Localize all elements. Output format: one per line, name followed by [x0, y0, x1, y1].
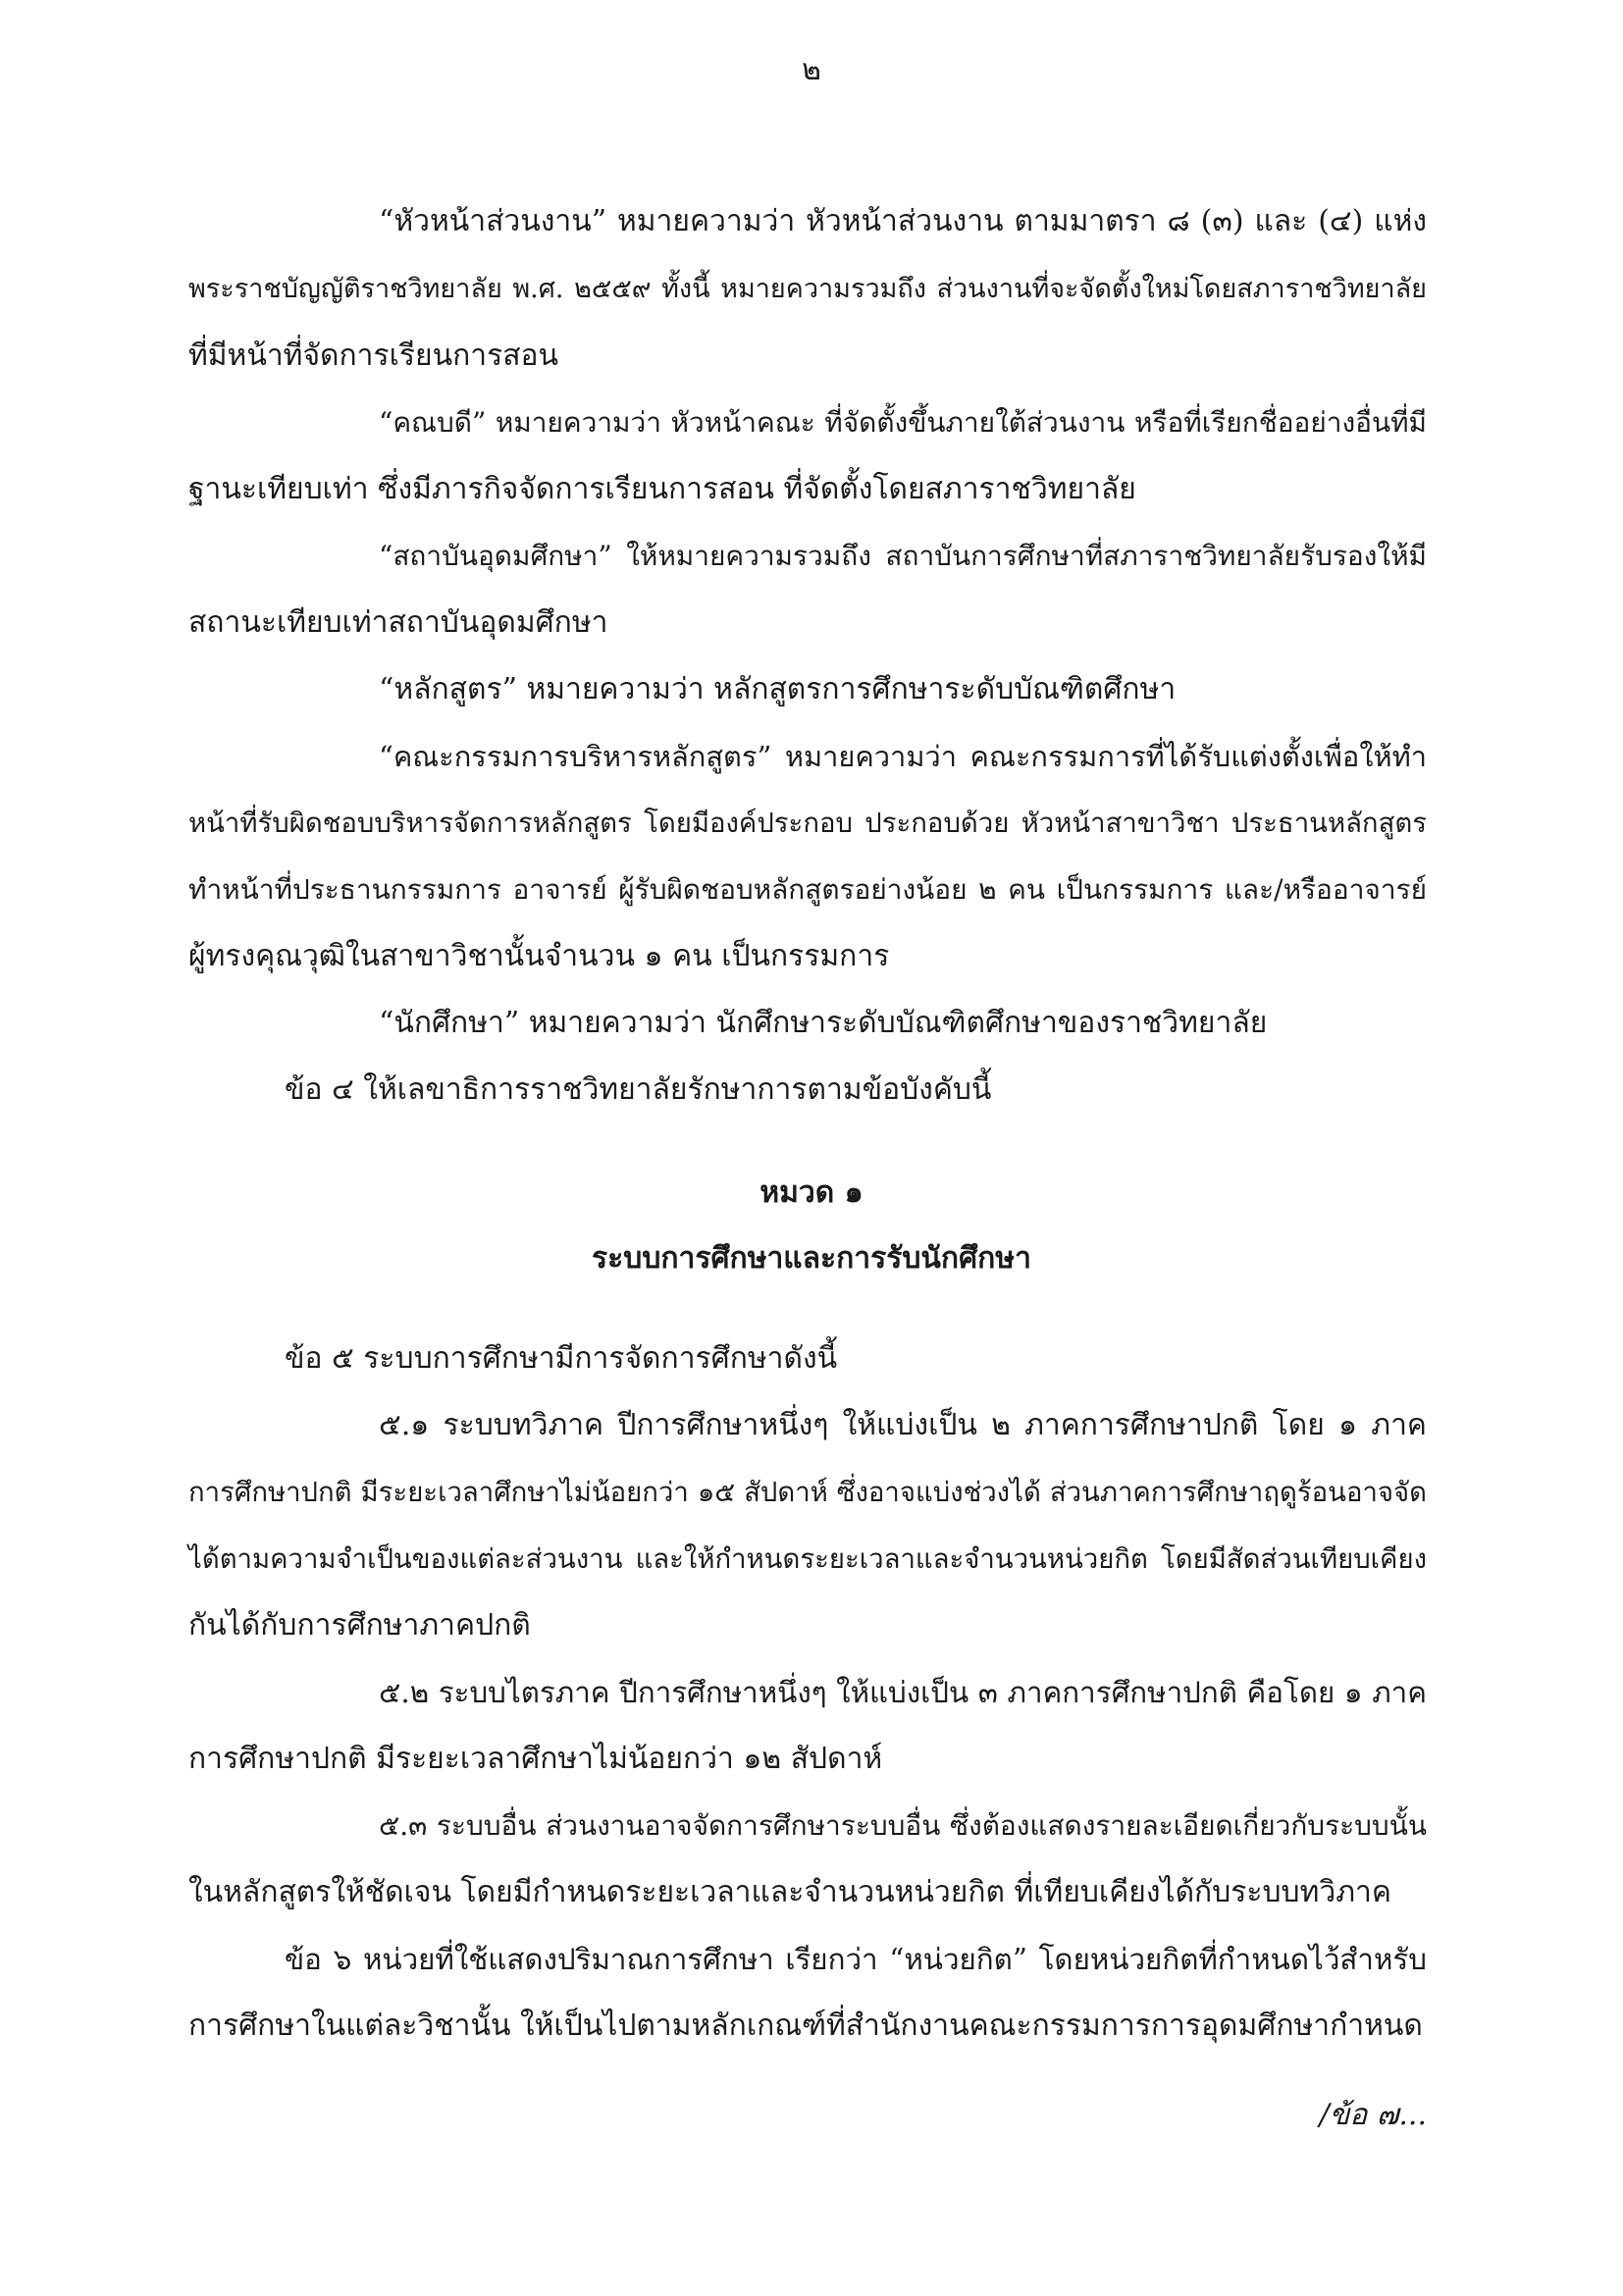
text-line: ผู้ทรงคุณวุฒิในสาขาวิชานั้นจำนวน ๑ คน เป็นกรรมการ: [188, 939, 890, 973]
text-line: ได้ตามความจำเป็นของแต่ละส่วนงาน และให้กำหนดระยะเวลาและจำนวนหน่วยกิต โดยมีสัดส่วนเทียบเคียง: [188, 1543, 1427, 1575]
chapter-subtitle: ระบบการศึกษาและการรับนักศึกษา: [592, 1241, 1031, 1276]
text-line: “สถาบันอุดมศึกษา” ให้หมายความรวมถึง สถาบันการศึกษาที่สภาราชวิทยาลัยรับรองให้มี: [379, 540, 1427, 572]
text-line: ๕.๓ ระบบอื่น ส่วนงานอาจจัดการศึกษาระบบอื่น ซึ่งต้องแสดงรายละเอียดเกี่ยวกับระบบนั้น: [379, 1809, 1427, 1842]
text-line: ที่มีหน้าที่จัดการเรียนการสอน: [188, 339, 559, 373]
text-line: การศึกษาในแต่ละวิชานั้น ให้เป็นไปตามหลักเกณฑ์ที่สำนักงานคณะกรรมการการอุดมศึกษากำหนด: [188, 2009, 1423, 2043]
text-line: ข้อ ๕ ระบบการศึกษามีการจัดการศึกษาดังนี้: [285, 1341, 838, 1376]
text-line: กันได้กับการศึกษาภาคปกติ: [188, 1608, 531, 1643]
chapter-title: หมวด ๑: [759, 1175, 864, 1210]
text-line: การศึกษาปกติ มีระยะเวลาศึกษาไม่น้อยกว่า ๑๕ สัปดาห์ ซึ่งอาจแบ่งช่วงได้ ส่วนภาคการศึกษาฤดูร้อนอาจจัด: [188, 1477, 1427, 1508]
text-line: การศึกษาปกติ มีระยะเวลาศึกษาไม่น้อยกว่า ๑๒ สัปดาห์: [188, 1742, 883, 1776]
text-line: “นักศึกษา” หมายความว่า นักศึกษาระดับบัณฑิตศึกษาของราชวิทยาลัย: [379, 1006, 1268, 1040]
text-line: ข้อ ๖ หน่วยที่ใช้แสดงปริมาณการศึกษา เรียกว่า “หน่วยกิต” โดยหน่วยกิตที่กำหนดไว้สำหรับ: [285, 1943, 1427, 1976]
text-line: สถานะเทียบเท่าสถาบันอุดมศึกษา: [188, 605, 608, 640]
text-line: “หัวหน้าส่วนงาน” หมายความว่า หัวหน้าส่วนงาน ตามมาตรา ๘ (๓) และ (๔) แห่ง: [379, 204, 1427, 238]
continuation-note: /ข้อ ๗...: [1319, 2098, 1427, 2132]
text-line: “คณะกรรมการบริหารหลักสูตร” หมายความว่า คณะกรรมการที่ได้รับแต่งตั้งเพื่อให้ทำ: [379, 740, 1427, 773]
text-line: ในหลักสูตรให้ชัดเจน โดยมีกำหนดระยะเวลาและจำนวนหน่วยกิต ที่เทียบเคียงได้กับระบบทวิภาค: [188, 1875, 1391, 1909]
text-line: ข้อ ๔ ให้เลขาธิการราชวิทยาลัยรักษาการตามข้อบังคับนี้: [285, 1072, 992, 1107]
text-line: ๕.๑ ระบบทวิภาค ปีการศึกษาหนึ่งๆ ให้แบ่งเป็น ๒ ภาคการศึกษาปกติ โดย ๑ ภาค: [379, 1408, 1427, 1442]
text-line: “คณบดี” หมายความว่า หัวหน้าคณะ ที่จัดตั้งขึ้นภายใต้ส่วนงาน หรือที่เรียกชื่ออย่างอื่นที่มี: [379, 406, 1427, 439]
page-number: ๒: [802, 53, 821, 87]
text-line: หน้าที่รับผิดชอบบริหารจัดการหลักสูตร โดยมีองค์ประกอบ ประกอบด้วย หัวหน้าสาขาวิชา ประธานหลักสูตร: [188, 808, 1427, 839]
text-line: ทำหน้าที่ประธานกรรมการ อาจารย์ ผู้รับผิดชอบหลักสูตรอย่างน้อย ๒ คน เป็นกรรมการ และ/หรืออาจารย์: [188, 873, 1427, 906]
text-line: “หลักสูตร” หมายความว่า หลักสูตรการศึกษาระดับบัณฑิตศึกษา: [379, 672, 1177, 706]
text-line: พระราชบัญญัติราชวิทยาลัย พ.ศ. ๒๕๕๙ ทั้งนี้ หมายความรวมถึง ส่วนงานที่จะจัดตั้งใหม่โดยสภาราชวิทยาลัย: [188, 274, 1427, 304]
text-line: ๕.๒ ระบบไตรภาค ปีการศึกษาหนึ่งๆ ให้แบ่งเป็น ๓ ภาคการศึกษาปกติ คือโดย ๑ ภาค: [379, 1676, 1427, 1709]
text-line: ฐานะเทียบเท่า ซึ่งมีภารกิจจัดการเรียนการสอน ที่จัดตั้งโดยสภาราชวิทยาลัย: [188, 472, 1136, 506]
